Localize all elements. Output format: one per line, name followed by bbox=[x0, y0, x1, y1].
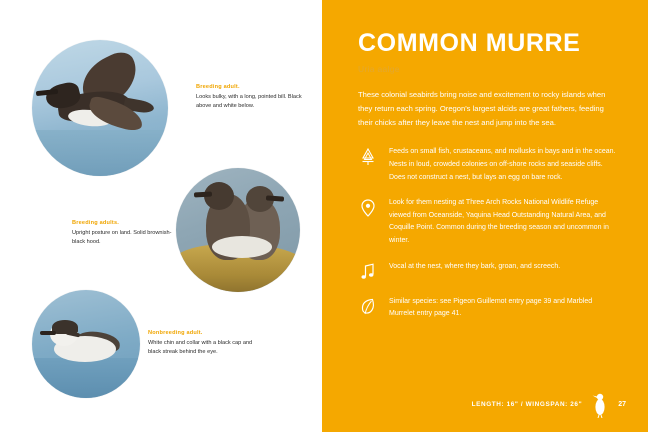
bird-bill-left bbox=[194, 192, 212, 198]
fact-text: Vocal at the nest, where they bark, groan, and screech. bbox=[389, 262, 561, 270]
music-note-icon bbox=[358, 261, 378, 283]
caption-title: Breeding adults. bbox=[72, 220, 120, 226]
fact-text: Look for them nesting at Three Arch Rocks National Wildlife Refuge viewed from Oceanside, Yaquina Head Outstanding Natural Area, and Coquille Point. Common during the breeding season and uncommon in winter. bbox=[389, 199, 609, 244]
measurements-label: LENGTH: 16" / WINGSPAN: 26" bbox=[471, 400, 583, 408]
intro-paragraph: These colonial seabirds bring noise and excitement to rocky islands when they return each spring. Oregon's largest alcids are great fathers, feeding their chicks after they leave the nest and jump into the sea. bbox=[358, 90, 606, 128]
fact-vocalization bbox=[358, 261, 618, 283]
photo-pair-on-rock bbox=[176, 168, 300, 292]
caption-nonbreeding-adult bbox=[148, 330, 260, 357]
fact-similar-species bbox=[358, 296, 618, 321]
page-footer bbox=[322, 390, 648, 418]
fact-text: Similar species: see Pigeon Guillemot entry page 39 and Marbled Murrelet entry page 41. bbox=[389, 297, 593, 318]
right-page bbox=[322, 0, 648, 432]
photo-nonbreeding-adult bbox=[32, 290, 140, 398]
bird-belly-pair bbox=[212, 236, 272, 258]
water-backdrop bbox=[32, 358, 140, 398]
caption-flying-breeding-adult bbox=[196, 84, 308, 111]
location-pin-icon bbox=[358, 197, 378, 219]
page-title: COMMON MURRE bbox=[358, 29, 581, 57]
latin-name: Uria aalge bbox=[358, 64, 400, 75]
caption-pair-on-rock bbox=[72, 220, 184, 247]
murre-silhouette-icon bbox=[592, 390, 608, 418]
caption-body: White chin and collar with a black cap and black streak behind the eye. bbox=[148, 340, 253, 355]
caption-body: Looks bulky, with a long, pointed bill. Black above and white below. bbox=[196, 94, 302, 109]
fact-diet-and-nesting bbox=[358, 146, 618, 184]
water-backdrop bbox=[32, 130, 168, 176]
left-page bbox=[0, 0, 322, 432]
fact-list bbox=[358, 146, 618, 320]
caption-body: Upright posture on land. Solid brownish-black hood. bbox=[72, 230, 172, 245]
bird-bill bbox=[40, 331, 56, 335]
caption-title: Breeding adult. bbox=[196, 84, 240, 90]
fact-text: Feeds on small fish, crustaceans, and mollusks in bays and in the ocean. Nests in loud, crowded colonies on off-shore rocks and seaside cliffs. Does not construct a nest, but lays an egg on bare rock. bbox=[389, 148, 616, 181]
leaf-icon bbox=[358, 296, 378, 318]
food-fish-icon bbox=[358, 146, 378, 168]
fact-where-to-find bbox=[358, 197, 618, 247]
photo-flying-breeding-adult bbox=[32, 40, 168, 176]
page-number: 27 bbox=[618, 400, 626, 408]
caption-title: Nonbreeding adult. bbox=[148, 330, 203, 336]
